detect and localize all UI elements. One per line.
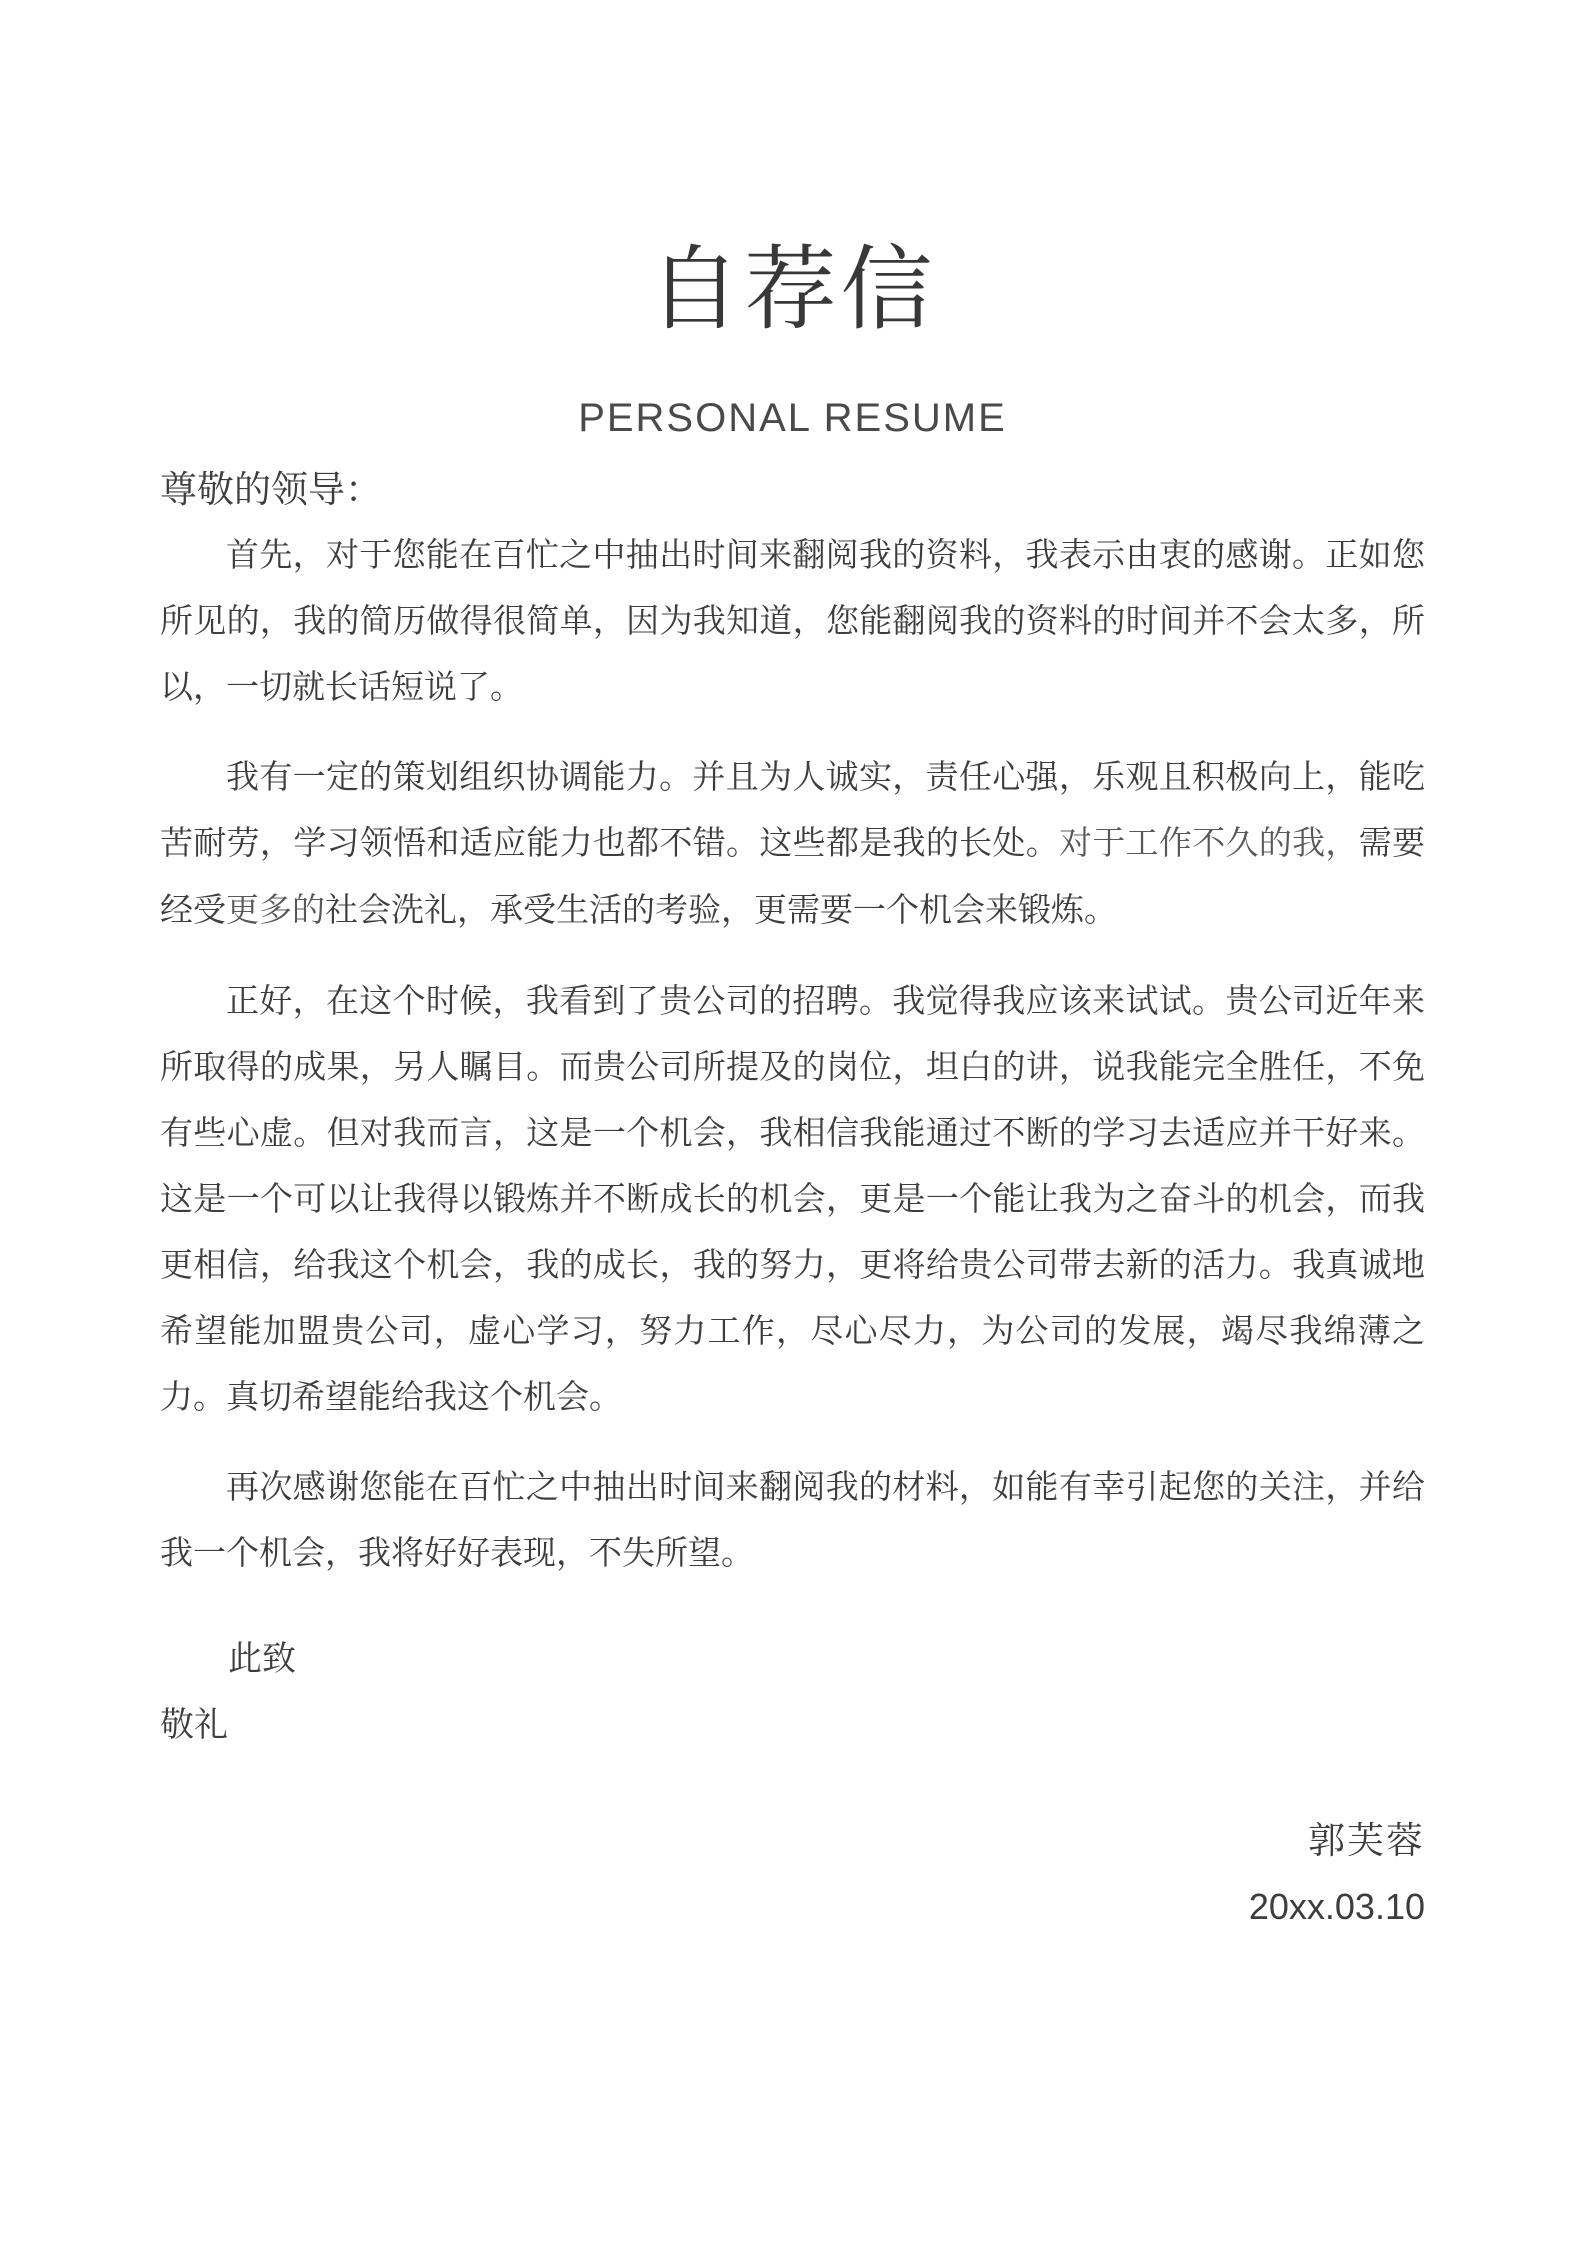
body-paragraph	[160, 1454, 1425, 1586]
paragraph-segment: 正好，在这个时候，我看到了贵公司的招聘。我觉得我应该来试试。贵公司近年来所取得的成果，另人瞩目。而贵公司所提及的岗位，坦白的讲，说我能完全胜任，不免有些心虚。但对我而言，这是一个机会，我相信我能通过不断的学习去适应并干好来。这是一个可以让我得以锻炼并不断成长的机会，更是一个能让我为之奋斗的机会，而我更相信，给我这个机会，我的成长，我的努力，更将给贵公司带去新的活力。我真诚地希望能加盟贵公司，虚心学习，努力工作，尽心尽力，为公司的发展，竭尽我绵薄之力。真切希望能给我这个机会。	[160, 982, 1425, 1415]
paragraph-segment: 我有一定的策划组织协调能力。并且为人诚实，责任心强，乐观且积极向上，能吃苦耐劳，学习领悟和适应能力也都不错。这些都是我的长处。	[160, 758, 1425, 861]
paragraph-segment: 首先，对于您能在百忙之中抽出时间来翻阅我的资料，我表示由衷的感谢。正如您所见的，我的简历做得很简单，因为我知道，您能翻阅我的资料的时间并不会太多，所以，一切就长话短说了。	[160, 536, 1425, 705]
closing-jingli: 敬礼	[160, 1706, 228, 1744]
signature-date: 20xx.03.10	[1248, 1886, 1425, 1927]
paragraph-segment: 社会洗礼，承受生活的考验，更需要一个机会来锻炼。	[325, 891, 1117, 928]
page-subtitle: PERSONAL RESUME	[578, 396, 1007, 440]
page-title: 自荐信	[648, 239, 937, 341]
body-paragraph	[160, 968, 1425, 1430]
paragraph-segment: 更多的	[226, 893, 325, 929]
letter-body	[160, 522, 1425, 1586]
signature-block	[160, 1808, 1425, 1940]
signature-name: 郭芙蓉	[1308, 1820, 1425, 1861]
body-paragraph	[160, 522, 1425, 720]
closing-block	[160, 1626, 1425, 1758]
salutation: 尊敬的领导：	[160, 469, 382, 510]
paragraph-segment: 需要经受	[160, 824, 1426, 928]
body-paragraph	[160, 744, 1425, 944]
paragraph-segment: 对于工作不久的我，	[1059, 826, 1359, 862]
closing-cizhi: 此致	[228, 1640, 296, 1678]
paragraph-segment: 再次感谢您能在百忙之中抽出时间来翻阅我的材料，如能有幸引起您的关注，并给我一个机会，我将好好表现，不失所望。	[160, 1468, 1425, 1571]
